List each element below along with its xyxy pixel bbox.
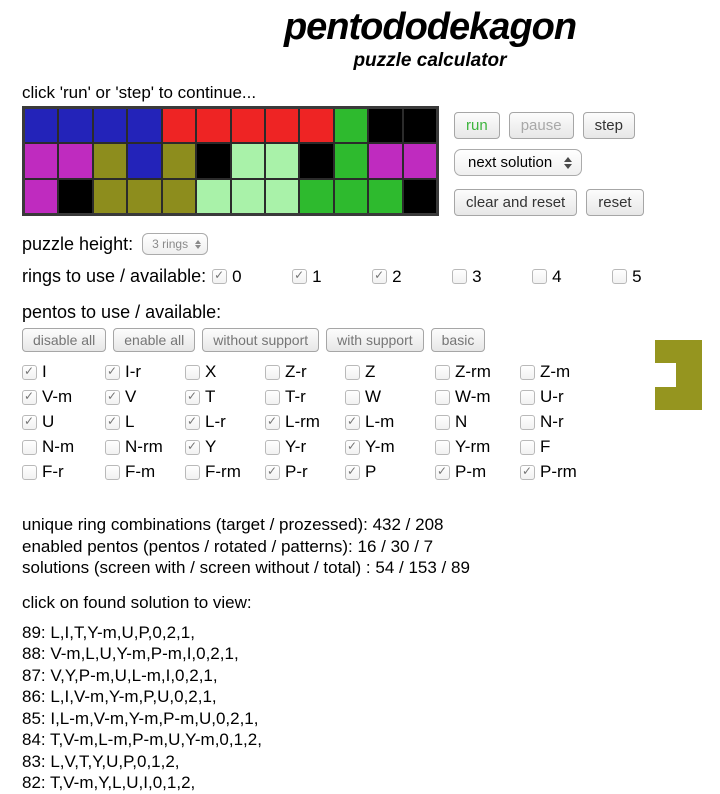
pento-option-F xyxy=(520,437,600,457)
pento-option-label: N-rm xyxy=(125,437,163,456)
next-solution-select-value: next solution xyxy=(468,154,553,171)
pento-with-support-button[interactable]: with support xyxy=(326,328,423,352)
pento-checkbox-W-m[interactable] xyxy=(435,390,450,405)
pento-option-label: Z-m xyxy=(540,362,571,381)
board-cell xyxy=(197,180,229,213)
board-cell xyxy=(404,109,436,142)
next-solution-select[interactable] xyxy=(454,149,582,176)
pento-option-label: L xyxy=(125,412,135,431)
pento-option-P-m xyxy=(435,462,520,482)
board-cell xyxy=(369,109,401,142)
pento-checkbox-Y-r[interactable] xyxy=(265,440,280,455)
puzzle-height-row xyxy=(22,233,720,255)
ring-option-label: 5 xyxy=(632,266,642,286)
run-controls xyxy=(454,112,644,139)
pento-checkbox-Z-rm[interactable] xyxy=(435,365,450,380)
pento-option-Z xyxy=(345,362,435,382)
ring-checkbox-1[interactable] xyxy=(292,269,307,284)
pento-disable-all-button[interactable]: disable all xyxy=(22,328,106,352)
board-cell xyxy=(163,180,195,213)
pento-checkbox-T[interactable] xyxy=(185,390,200,405)
page-subtitle: puzzle calculator xyxy=(353,50,507,71)
reset-button[interactable]: reset xyxy=(586,189,643,216)
status-message: click 'run' or 'step' to continue... xyxy=(22,83,257,102)
solution-list-header: click on found solution to view: xyxy=(22,592,252,612)
board-cell xyxy=(266,180,298,213)
pento-without-support-button[interactable]: without support xyxy=(202,328,319,352)
pento-option-label: U xyxy=(42,412,55,431)
pento-enable-all-button[interactable]: enable all xyxy=(113,328,195,352)
pento-option-Y-r xyxy=(265,437,345,457)
pento-option-L xyxy=(105,412,185,432)
pento-option-label: F xyxy=(540,437,551,456)
pento-option-P-rm xyxy=(520,462,600,482)
pento-checkbox-N-r[interactable] xyxy=(520,415,535,430)
pento-option-V xyxy=(105,387,185,407)
pento-option-label: Y-m xyxy=(365,437,395,456)
pento-checkbox-N-rm[interactable] xyxy=(105,440,120,455)
solution-item[interactable]: 87: V,Y,P-m,U,L-m,I,0,2,1, xyxy=(22,665,218,685)
pento-option-label: N xyxy=(455,412,468,431)
rings-row xyxy=(22,266,720,287)
board-cell xyxy=(232,144,264,177)
board-cell xyxy=(94,109,126,142)
pento-option-N-m xyxy=(22,437,105,457)
puzzle-height-select-value: 3 rings xyxy=(152,237,189,251)
pento-checkbox-L-rm[interactable] xyxy=(265,415,280,430)
pento-option-Z-rm xyxy=(435,362,520,382)
solution-item[interactable]: 86: L,I,V-m,Y-m,P,U,0,2,1, xyxy=(22,687,217,706)
pento-checkbox-X[interactable] xyxy=(185,365,200,380)
pento-option-T-r xyxy=(265,387,345,407)
pento-option-label: Z-rm xyxy=(455,362,491,381)
pento-option-P xyxy=(345,462,435,482)
pento-option-T xyxy=(185,387,265,407)
board-cell xyxy=(59,144,91,177)
board-cell xyxy=(197,144,229,177)
ring-checkbox-4[interactable] xyxy=(532,269,547,284)
pento-option-L-r xyxy=(185,412,265,432)
board-cell xyxy=(59,109,91,142)
pento-option-F-r xyxy=(22,462,105,482)
pento-checkbox-P-rm[interactable] xyxy=(520,465,535,480)
pento-preview-middle xyxy=(676,363,702,386)
ring-option-label: 0 xyxy=(232,266,242,286)
pento-option-label: Y-rm xyxy=(455,437,491,456)
board-cell xyxy=(335,180,367,213)
pento-option-L-m xyxy=(345,412,435,432)
board-cell xyxy=(369,144,401,177)
pento-option-label: T xyxy=(205,387,216,406)
pento-preview-top xyxy=(655,340,702,363)
page xyxy=(0,6,720,794)
pento-option-label: P xyxy=(365,462,377,481)
board-cell xyxy=(25,109,57,142)
ring-option-4 xyxy=(532,267,612,287)
pento-option-L-rm xyxy=(265,412,345,432)
run-button[interactable]: run xyxy=(454,112,500,139)
pento-option-I xyxy=(22,362,105,382)
pento-option-I-r xyxy=(105,362,185,382)
board-cell xyxy=(266,109,298,142)
solution-list xyxy=(22,622,720,794)
pento-option-label: F-rm xyxy=(205,462,241,481)
board-cell xyxy=(128,144,160,177)
pento-checkbox-T-r[interactable] xyxy=(265,390,280,405)
pento-option-label: I-r xyxy=(125,362,142,381)
pento-option-label: I xyxy=(42,362,47,381)
board-cell xyxy=(300,144,332,177)
pento-checkbox-Y[interactable] xyxy=(185,440,200,455)
ring-option-label: 4 xyxy=(552,266,562,286)
pento-option-N-r xyxy=(520,412,600,432)
board-cell xyxy=(335,144,367,177)
ring-checkbox-2[interactable] xyxy=(372,269,387,284)
solution-item[interactable]: 88: V-m,L,U,Y-m,P-m,I,0,2,1, xyxy=(22,644,239,663)
board-cell xyxy=(128,109,160,142)
pento-checkbox-I-r[interactable] xyxy=(105,365,120,380)
pento-checkbox-P[interactable] xyxy=(345,465,360,480)
pento-checkbox-F-r[interactable] xyxy=(22,465,37,480)
ring-option-3 xyxy=(452,267,532,287)
main-row xyxy=(22,106,720,216)
ring-option-2 xyxy=(372,267,452,287)
ring-option-0 xyxy=(212,267,292,287)
solution-item[interactable]: 83: L,V,T,Y,U,P,0,1,2, xyxy=(22,751,180,771)
stats-block xyxy=(22,514,720,579)
pento-option-label: L-rm xyxy=(285,412,320,431)
board-cell xyxy=(300,180,332,213)
pause-button[interactable]: pause xyxy=(509,112,574,139)
pento-preview-shape xyxy=(655,340,702,410)
pento-option-V-m xyxy=(22,387,105,407)
pento-basic-button[interactable]: basic xyxy=(431,328,486,352)
pento-checkbox-V-m[interactable] xyxy=(22,390,37,405)
pento-option-label: P-rm xyxy=(540,462,577,481)
board-cell xyxy=(59,180,91,213)
solution-item[interactable]: 89: L,I,T,Y-m,U,P,0,2,1, xyxy=(22,622,195,642)
pento-preview-bottom xyxy=(655,387,702,410)
rings-label: rings to use / available: xyxy=(22,266,207,286)
updown-arrows-icon xyxy=(195,240,201,249)
board-cell xyxy=(300,109,332,142)
board-cell xyxy=(25,144,57,177)
stat-solutions: solutions (screen with / screen without / total) : 54 / 153 / 89 xyxy=(22,558,470,577)
pento-checkbox-F[interactable] xyxy=(520,440,535,455)
puzzle-board xyxy=(22,106,439,216)
pento-option-label: V-m xyxy=(42,387,73,406)
board-cell xyxy=(404,180,436,213)
board-cell xyxy=(369,180,401,213)
updown-arrows-icon xyxy=(564,157,572,169)
pento-checkbox-W[interactable] xyxy=(345,390,360,405)
pento-checkbox-U[interactable] xyxy=(22,415,37,430)
pento-option-label: F-r xyxy=(42,462,64,481)
pento-action-buttons xyxy=(22,328,720,352)
pento-option-label: Y xyxy=(205,437,217,456)
board-cell xyxy=(335,109,367,142)
pento-option-P-r xyxy=(265,462,345,482)
board-cell xyxy=(163,144,195,177)
step-button[interactable]: step xyxy=(583,112,635,139)
pento-option-label: L-m xyxy=(365,412,395,431)
board-cell xyxy=(232,180,264,213)
board-cell xyxy=(163,109,195,142)
pento-option-X xyxy=(185,362,265,382)
pento-checkbox-L-m[interactable] xyxy=(345,415,360,430)
pento-checkbox-P-r[interactable] xyxy=(265,465,280,480)
ring-checkbox-3[interactable] xyxy=(452,269,467,284)
pento-checkbox-I[interactable] xyxy=(22,365,37,380)
stat-ring-combinations: unique ring combinations (target / prozessed): 432 / 208 xyxy=(22,515,444,534)
pento-checkbox-F-m[interactable] xyxy=(105,465,120,480)
pento-option-W-m xyxy=(435,387,520,407)
board-cell xyxy=(404,144,436,177)
clear-and-reset-button[interactable]: clear and reset xyxy=(454,189,577,216)
pento-checkbox-Y-rm[interactable] xyxy=(435,440,450,455)
pento-option-label: T-r xyxy=(285,387,306,406)
pento-option-label: V xyxy=(125,387,137,406)
ring-option-5 xyxy=(612,267,692,287)
ring-option-label: 1 xyxy=(312,266,322,286)
pento-option-label: P-m xyxy=(455,462,487,481)
pento-checkbox-P-m[interactable] xyxy=(435,465,450,480)
pento-option-U-r xyxy=(520,387,600,407)
pento-grid xyxy=(22,362,720,482)
pento-option-W xyxy=(345,387,435,407)
pento-option-label: Y-r xyxy=(285,437,307,456)
pento-option-label: L-r xyxy=(205,412,226,431)
pento-option-Y xyxy=(185,437,265,457)
pento-option-F-rm xyxy=(185,462,265,482)
board-cell xyxy=(197,109,229,142)
solution-item[interactable]: 82: T,V-m,Y,L,U,I,0,1,2, xyxy=(22,773,196,792)
pento-option-label: U-r xyxy=(540,387,564,406)
pento-option-label: N-r xyxy=(540,412,564,431)
pento-checkbox-U-r[interactable] xyxy=(520,390,535,405)
ring-option-label: 3 xyxy=(472,266,482,286)
pento-option-Z-m xyxy=(520,362,600,382)
pento-option-label: Z xyxy=(365,362,376,381)
pento-option-U xyxy=(22,412,105,432)
board-cell xyxy=(25,180,57,213)
pento-option-label: P-r xyxy=(285,462,308,481)
puzzle-height-label: puzzle height: xyxy=(22,233,134,254)
pento-option-Y-rm xyxy=(435,437,520,457)
ring-option-label: 2 xyxy=(392,266,402,286)
solution-item[interactable]: 84: T,V-m,L-m,P-m,U,Y-m,0,1,2, xyxy=(22,730,262,749)
pento-option-N xyxy=(435,412,520,432)
board-cell xyxy=(128,180,160,213)
pento-checkbox-Z-r[interactable] xyxy=(265,365,280,380)
pento-checkbox-N[interactable] xyxy=(435,415,450,430)
ring-checkbox-5[interactable] xyxy=(612,269,627,284)
puzzle-height-select[interactable] xyxy=(142,233,208,255)
pento-option-label: N-m xyxy=(42,437,75,456)
board-cell xyxy=(232,109,264,142)
pentos-label: pentos to use / available: xyxy=(22,302,222,322)
pento-option-Y-m xyxy=(345,437,435,457)
pento-checkbox-V[interactable] xyxy=(105,390,120,405)
pento-option-F-m xyxy=(105,462,185,482)
pento-option-label: F-m xyxy=(125,462,156,481)
pento-option-label: Z-r xyxy=(285,362,307,381)
board-cell xyxy=(94,144,126,177)
pento-checkbox-L[interactable] xyxy=(105,415,120,430)
pento-checkbox-F-rm[interactable] xyxy=(185,465,200,480)
solution-item[interactable]: 85: I,L-m,V-m,Y-m,P-m,U,0,2,1, xyxy=(22,708,259,728)
ring-checkbox-0[interactable] xyxy=(212,269,227,284)
control-panel xyxy=(454,106,644,216)
stat-enabled-pentos: enabled pentos (pentos / rotated / patterns): 16 / 30 / 7 xyxy=(22,536,434,556)
pento-option-N-rm xyxy=(105,437,185,457)
page-title: pentododekagon xyxy=(283,6,577,48)
pento-checkbox-Z-m[interactable] xyxy=(520,365,535,380)
board-cell xyxy=(266,144,298,177)
pento-checkbox-Y-m[interactable] xyxy=(345,440,360,455)
pento-option-label: W-m xyxy=(455,387,491,406)
pento-option-Z-r xyxy=(265,362,345,382)
ring-option-1 xyxy=(292,267,372,287)
pento-checkbox-N-m[interactable] xyxy=(22,440,37,455)
pento-checkbox-L-r[interactable] xyxy=(185,415,200,430)
board-cell xyxy=(94,180,126,213)
rings-options xyxy=(212,267,692,287)
pento-checkbox-Z[interactable] xyxy=(345,365,360,380)
pento-option-label: X xyxy=(205,362,217,381)
pento-option-label: W xyxy=(365,387,382,406)
